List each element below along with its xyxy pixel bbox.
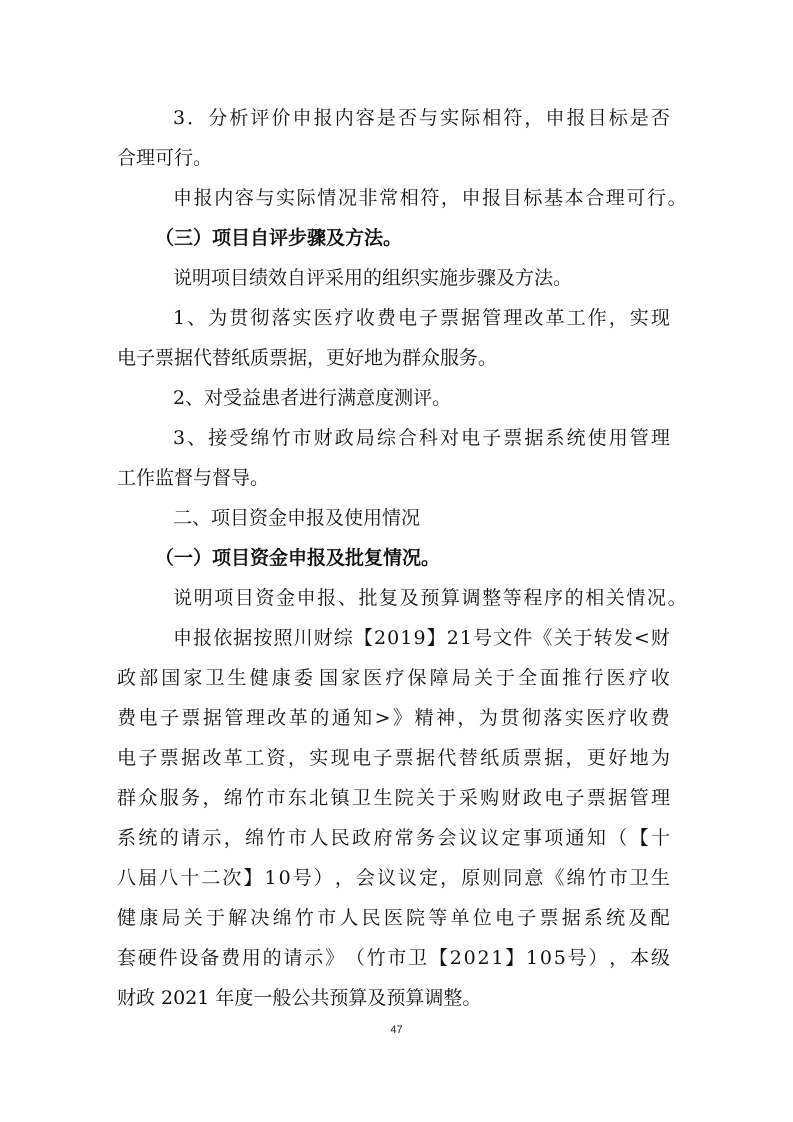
paragraph-line: 说明项目绩效自评采用的组织实施步骤及方法。 — [173, 267, 573, 289]
paragraph-line: 3 ． 分 析 评 价 申 报 内 容 是 否 与 实 际 相 符 ， 申 报 目 标 是 否 — [173, 107, 670, 129]
paragraph-line: 八 届 八 十 二 次 】 1 0 号 ） ， 会 议 议 定 ， 原 则 同 意 《 绵 竹 市 卫 生 — [117, 867, 670, 889]
paragraph-line: 群 众 服 务 ， 绵 竹 市 东 北 镇 卫 生 院 关 于 采 购 财 政 电 子 票 据 管 理 — [117, 787, 670, 809]
paragraph-line: 申 报 内 容 与 实 际 情 况 非 常 相 符 ， 申 报 目 标 基 本 合 理 可 行 。 — [173, 187, 687, 209]
paragraph-line: 合理可行。 — [117, 147, 213, 169]
section-heading: 二、项目资金申报及使用情况 — [173, 507, 421, 529]
paragraph-line: 套 硬 件 设 备 费 用 的 请 示 》 （ 竹 市 卫 【 2 0 2 1 】 1 0 5 号 ） ， 本 级 — [117, 947, 670, 969]
section-heading: （三）项目自评步骤及方法。 — [155, 227, 403, 249]
paragraph-line: 说 明 项 目 资 金 申 报 、 批 复 及 预 算 调 整 等 程 序 的 相 关 情 况 。 — [173, 587, 687, 609]
list-item-line: 2、对受益患者进行满意度测评。 — [173, 387, 452, 409]
paragraph-line: 电 子 票 据 改 革 工 资 ， 实 现 电 子 票 据 代 替 纸 质 票 据 ， 更 好 地 为 — [117, 747, 670, 769]
paragraph-line: 系 统 的 请 示 ， 绵 竹 市 人 民 政 府 常 务 会 议 议 定 事 项 通 知 （ 【 十 — [117, 827, 670, 849]
paragraph-line: 财政 2021 年度一般公共预算及预算调整。 — [117, 987, 482, 1009]
section-heading: （一）项目资金申报及批复情况。 — [155, 547, 441, 569]
page-number: 47 — [390, 1024, 403, 1036]
list-item-line: 工作监督与督导。 — [117, 467, 270, 489]
list-item-line: 电子票据代替纸质票据，更好地为群众服务。 — [117, 347, 498, 369]
paragraph-line: 费 电 子 票 据 管 理 改 革 的 通 知 > 》 精 神 ， 为 贯 彻 落 实 医 疗 收 费 — [117, 707, 670, 729]
list-item-line: 3 、 接 受 绵 竹 市 财 政 局 综 合 科 对 电 子 票 据 系 统 使 用 管 理 — [173, 427, 670, 449]
list-item-line: 1 、 为 贯 彻 落 实 医 疗 收 费 电 子 票 据 管 理 改 革 工 作 ， 实 现 — [173, 307, 670, 329]
paragraph-line: 申 报 依 据 按 照 川 财 综 【 2 0 1 9 】 2 1 号 文 件 《 关 于 转 发 < 财 — [173, 627, 670, 649]
paragraph-line: 政 部 国 家 卫 生 健 康 委 国 家 医 疗 保 障 局 关 于 全 面 推 行 医 疗 收 — [117, 667, 670, 689]
paragraph-line: 健 康 局 关 于 解 决 绵 竹 市 人 民 医 院 等 单 位 电 子 票 据 系 统 及 配 — [117, 907, 670, 929]
